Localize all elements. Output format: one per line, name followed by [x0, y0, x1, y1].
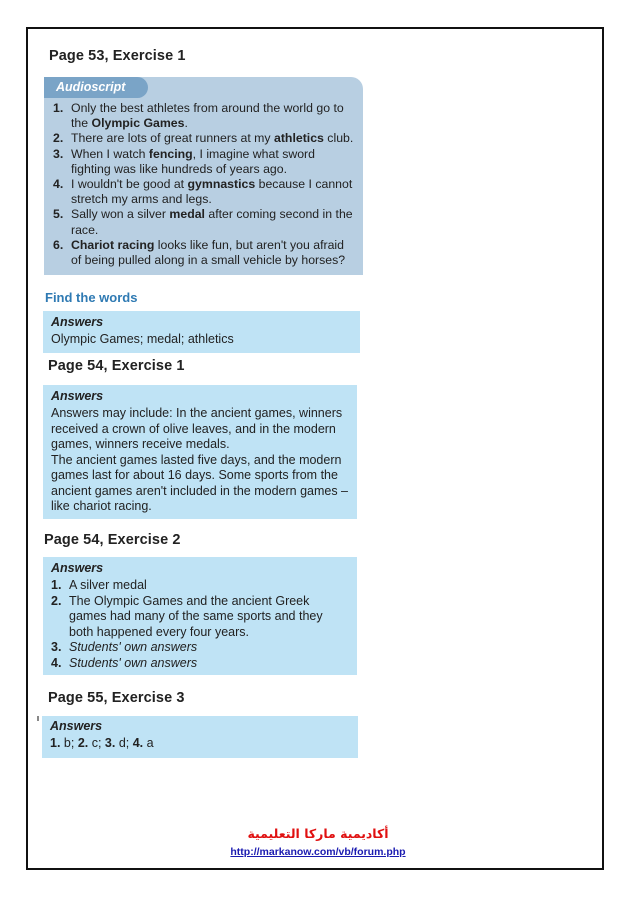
- audioscript-item: [53, 207, 355, 237]
- audioscript-item: [53, 177, 355, 207]
- item-text: looks like fun, but aren't you afraid of being pulled along in a small vehicle by horses?: [71, 237, 346, 268]
- item-number: 2.: [51, 593, 62, 608]
- page54-ex2-list: [51, 578, 349, 671]
- find-words-answer: Olympic Games; medal; athletics: [51, 332, 234, 346]
- keyword: gymnastics: [187, 177, 256, 192]
- page55-ex3-answers: [50, 736, 350, 752]
- answers-label: Answers: [51, 315, 104, 329]
- answer-value: a: [143, 736, 154, 750]
- heading-find-the-words: Find the words: [45, 290, 138, 305]
- answer-value: d;: [115, 736, 133, 750]
- item-number: 4.: [51, 655, 62, 670]
- footer-academy-name: أكاديمية ماركا التعليمية: [247, 826, 389, 841]
- page54-ex2-answers-box: [43, 557, 357, 675]
- item-number: 5.: [53, 207, 64, 222]
- keyword: fencing: [148, 146, 193, 161]
- heading-page54-ex1: Page 54, Exercise 1: [48, 358, 185, 374]
- keyword: athletics: [274, 131, 324, 146]
- page55-ex3-answers-box: [42, 716, 358, 758]
- audioscript-item: [53, 147, 355, 177]
- item-number: 1.: [53, 101, 64, 115]
- audioscript-box: [44, 77, 363, 275]
- answer-value: c;: [88, 736, 105, 750]
- item-text: The Olympic Games and the ancient Greek games had many of the same sports and they both happened every four years.: [69, 593, 323, 639]
- footer-forum-link[interactable]: http://markanow.com/vb/forum.php: [230, 846, 406, 858]
- audioscript-list: [53, 101, 355, 268]
- item-number: 3.: [53, 146, 64, 161]
- answers-label: Answers: [50, 719, 103, 733]
- answer-item: [51, 640, 349, 656]
- audioscript-item: [53, 238, 355, 268]
- audioscript-item: [53, 101, 355, 131]
- answer-number: 4.: [132, 736, 144, 750]
- answer-value: b;: [60, 736, 78, 750]
- item-number: 3.: [51, 640, 62, 654]
- audioscript-tab: Audioscript: [44, 77, 148, 98]
- heading-page55-ex3: Page 55, Exercise 3: [48, 690, 185, 706]
- item-text: A silver medal: [69, 578, 147, 592]
- item-text: .: [184, 116, 188, 131]
- answers-label: Answers: [51, 561, 104, 575]
- item-text: Students' own answers: [69, 655, 198, 670]
- keyword: Olympic Games: [91, 116, 185, 131]
- item-text: Only the best athletes from around the world go to the: [71, 101, 344, 131]
- audioscript-item: [53, 131, 355, 146]
- item-text: , I imagine what sword fighting was like hundreds of years ago.: [71, 146, 315, 176]
- answer-item: [51, 578, 349, 594]
- item-number: 1.: [51, 578, 62, 592]
- item-number: 4.: [53, 177, 64, 192]
- page54-ex1-answers-box: [43, 385, 357, 519]
- answer-number: 2.: [77, 736, 89, 750]
- answer-item: [51, 656, 349, 672]
- answer-number: 1.: [50, 736, 61, 750]
- item-number: 2.: [53, 131, 64, 146]
- answer-item: [51, 594, 349, 641]
- item-text: When I watch: [71, 146, 149, 161]
- item-text: club.: [323, 131, 354, 146]
- page54-ex1-paragraph: Answers may include: In the ancient games, winners received a crown of olive leaves, and in the modern games, winners receive medals.: [51, 406, 343, 451]
- keyword: Chariot racing: [71, 237, 155, 252]
- page54-ex1-paragraph: The ancient games lasted five days, and the modern games last for about 16 days. Some sports from the ancient games aren't included in the modern games – like chariot racing.: [51, 452, 349, 513]
- item-text: after coming second in the race.: [71, 207, 353, 237]
- margin-tick: [37, 716, 39, 721]
- item-text: Students' own answers: [69, 640, 198, 654]
- item-number: 6.: [53, 237, 64, 252]
- item-text: There are lots of great runners at my: [71, 131, 274, 146]
- answer-number: 3.: [104, 736, 116, 750]
- item-text: because I cannot stretch my arms and legs.: [71, 177, 353, 207]
- find-words-answers-box: [43, 311, 360, 353]
- keyword: medal: [169, 207, 205, 222]
- item-text: Sally won a silver: [71, 207, 170, 222]
- heading-page53-ex1: Page 53, Exercise 1: [49, 48, 186, 64]
- item-text: I wouldn't be good at: [71, 177, 188, 192]
- heading-page54-ex2: Page 54, Exercise 2: [44, 532, 181, 548]
- answers-label: Answers: [51, 389, 104, 403]
